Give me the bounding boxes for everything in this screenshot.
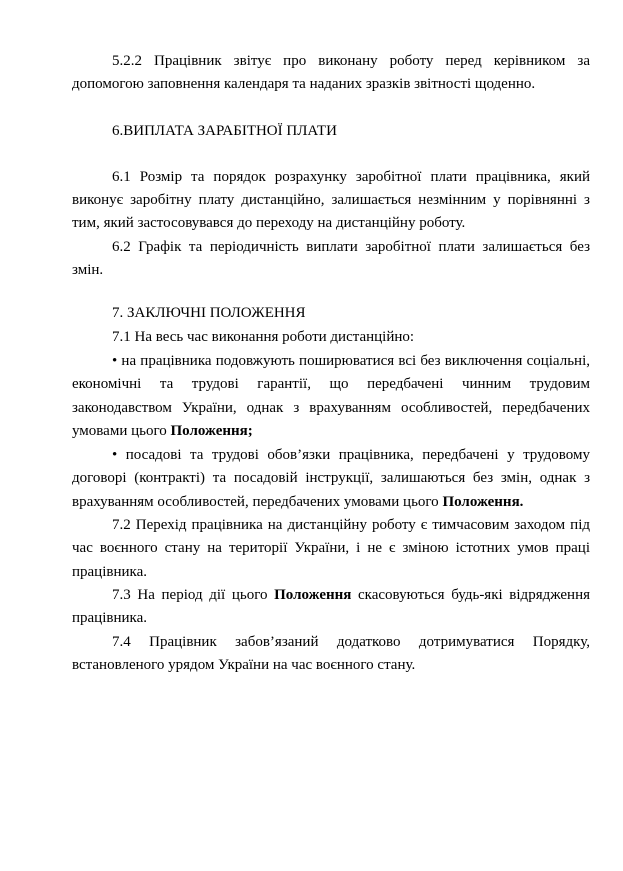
bullet-item-job-duties [72,444,590,514]
section-heading-7 [72,302,590,325]
text-run: 6.2 Графік та періодичність виплати заробітної плати залишається без змін. [72,238,590,279]
text-run: 6.1 Розмір та порядок розрахунку заробітної плати працівника, який виконує заробітну плату дистанційно, залишається незмінним у порівнянні з тим, який застосовувався до переходу на дистанційну роботу. [72,168,590,232]
text-run: 5.2.2 Працівник звітує про виконану роботу перед керівником за допомогою заповнення календаря та наданих зразків звітності щоденно. [72,53,590,93]
bullet-item-social-guarantees [72,350,590,443]
paragraph-6-2 [72,236,590,283]
text-run: • посадові та трудові обов’язки працівника, передбачені у трудовому договорі (контракті) та посадовій інструкції, залишаються без змін, однак з врахуванням особливостей, передбачених умовами цього [72,447,590,510]
text-run: Положення. [442,493,524,510]
paragraph-7-1 [72,326,590,349]
paragraph-7-4 [72,631,590,678]
paragraph-7-2 [72,514,590,584]
text-run: 7. ЗАКЛЮЧНІ ПОЛОЖЕННЯ [112,305,306,322]
text-run: Положення [274,586,352,603]
text-run: 7.1 На весь час виконання роботи дистанційно: [112,328,415,345]
text-run: 7.2 Перехід працівника на дистанційну роботу є тимчасовим заходом під час воєнного стану на території України, і не є зміною істотних умов праці працівника. [72,517,590,580]
text-run: Положення; [170,422,253,439]
text-run: • на працівника подовжують поширюватися всі без виключення соціальні, економічні та трудові гарантії, що передбачені чинним трудовим законодавством України, однак з врахуванням особливостей, передбачених умовами цього [72,352,590,439]
section-heading-6 [72,120,590,143]
text-run: 7.4 Працівник забов’язаний додатково дотримуватися Порядку, встановленого урядом України на час воєнного стану. [72,633,590,673]
paragraph-5-2-2 [72,50,590,97]
text-run: 6.ВИПЛАТА ЗАРАБІТНОЇ ПЛАТИ [112,122,337,139]
paragraph-7-3 [72,584,590,631]
text-run: 7.3 На період дії цього [112,586,275,603]
text-run: скасовуються будь-які відрядження працівника. [72,586,590,627]
paragraph-6-1 [72,166,590,236]
